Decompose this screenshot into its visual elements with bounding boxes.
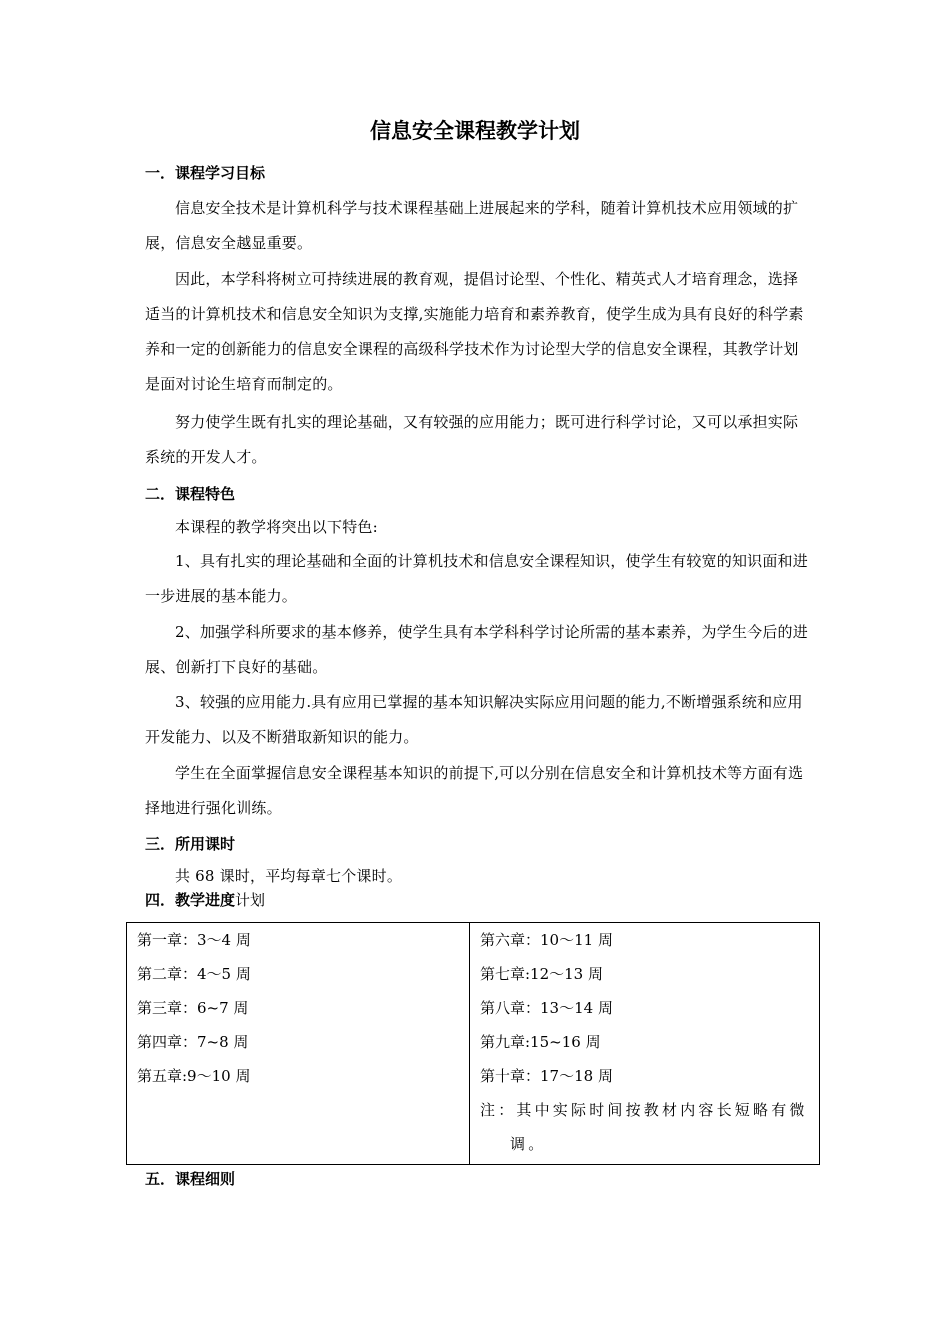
schedule-left-column <box>127 923 470 1165</box>
objectives-paragraph-1: 信息安全技术是计算机科学与技术课程基础上进展起来的学科，随着计算机技术应用领域的扩展，信息安全越显重要。 <box>145 199 799 252</box>
schedule-item: 第四章：7~8 周 <box>137 1033 249 1051</box>
features-intro: 本课程的教学将突出以下特色: <box>175 518 378 536</box>
schedule-table <box>126 922 820 1165</box>
schedule-item: 第五章:9～10 周 <box>137 1067 251 1085</box>
section-heading-details: 五．课程细则 <box>145 1170 236 1188</box>
schedule-heading-bold: 四．教学进度 <box>145 891 236 909</box>
section-heading-objectives: 一．课程学习目标 <box>145 164 266 182</box>
document-title: 信息安全课程教学计划 <box>370 119 580 143</box>
objectives-paragraph-3: 努力使学生既有扎实的理论基础，又有较强的应用能力；既可进行科学讨论，又可以承担实际系统的开发人才。 <box>145 413 799 466</box>
schedule-item: 第一章：3～4 周 <box>137 931 251 949</box>
schedule-item: 第二章：4～5 周 <box>137 965 251 983</box>
objectives-paragraph-2: 因此，本学科将树立可持续进展的教育观，提倡讨论型、个性化、精英式人才培育理念，选择适当的计算机技术和信息安全知识为支撑,实施能力培育和素养教育，使学生成为具有良好的科学素养和一定的创新能力的信息安全课程的高级科学技术作为讨论型大学的信息安全课程，其教学计划是面对讨论生培育而制定的。 <box>145 270 804 393</box>
schedule-heading-plain: 计划 <box>235 891 266 909</box>
schedule-item: 第七章:12～13 周 <box>480 965 603 983</box>
features-closing: 学生在全面掌握信息安全课程基本知识的前提下,可以分别在信息安全和计算机技术等方面有选择地进行强化训练。 <box>145 764 804 817</box>
schedule-item: 第六章：10～11 周 <box>480 931 613 949</box>
section-heading-features: 二．课程特色 <box>145 485 236 503</box>
schedule-item: 第十章：17～18 周 <box>480 1067 613 1085</box>
features-item-1: 1、具有扎实的理论基础和全面的计算机技术和信息安全课程知识，使学生有较宽的知识面和进一步进展的基本能力。 <box>145 552 808 605</box>
section-heading-hours: 三．所用课时 <box>145 835 236 853</box>
section-heading-schedule <box>145 889 265 911</box>
schedule-item: 第九章:15~16 周 <box>480 1033 601 1051</box>
schedule-note-line-2: 调。 <box>510 1135 547 1153</box>
schedule-note <box>470 1093 819 1161</box>
features-item-2: 2、加强学科所要求的基本修养，使学生具有本学科科学讨论所需的基本素养，为学生今后的进展、创新打下良好的基础。 <box>145 623 808 676</box>
schedule-note-line-1: 注：其中实际时间按教材内容长短略有微 <box>480 1101 808 1119</box>
schedule-right-column <box>470 923 820 1165</box>
schedule-item: 第三章：6~7 周 <box>137 999 249 1017</box>
hours-text: 共 68 课时，平均每章七个课时。 <box>175 867 403 885</box>
features-item-3: 3、较强的应用能力.具有应用已掌握的基本知识解决实际应用问题的能力,不断增强系统和应用开发能力、以及不断猎取新知识的能力。 <box>145 693 803 746</box>
schedule-item: 第八章：13～14 周 <box>480 999 613 1017</box>
